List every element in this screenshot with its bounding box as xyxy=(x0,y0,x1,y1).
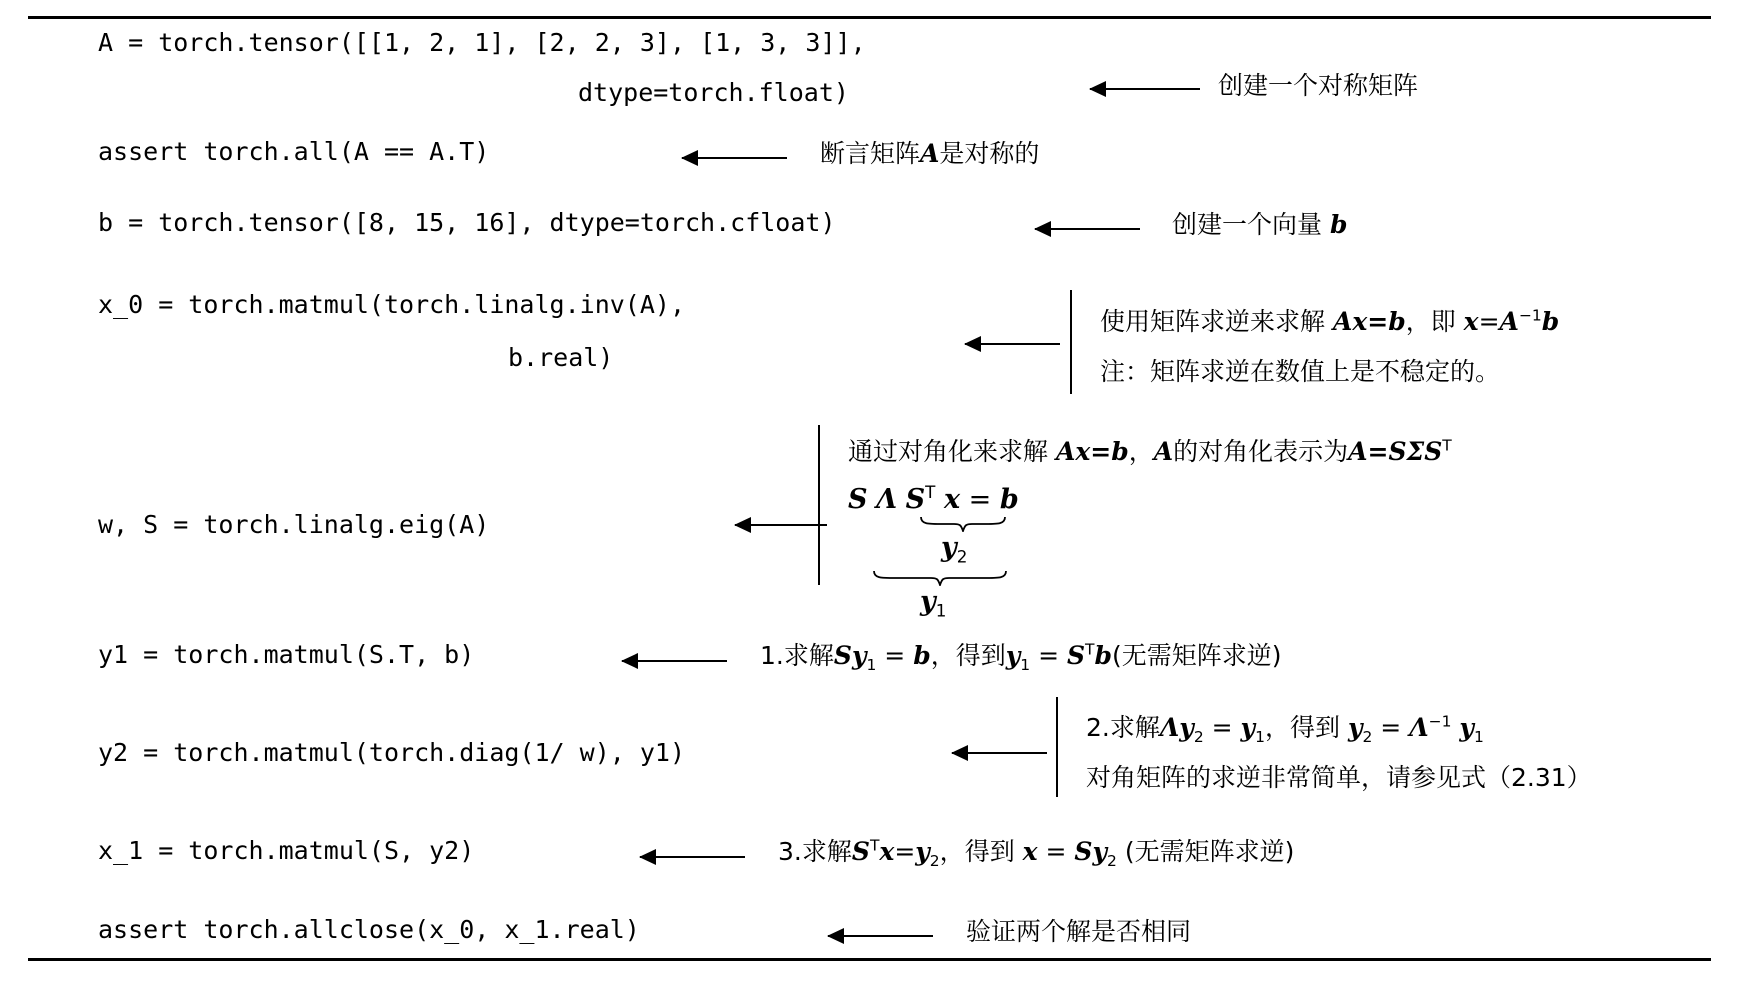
annotation-8-eq2-eq: = xyxy=(1045,837,1067,866)
annotation-8-eq2-sub: 2 xyxy=(1107,852,1117,870)
annotation-7-eq1-sub: 2 xyxy=(1193,728,1204,746)
annotation-6-comma: ， xyxy=(930,641,956,670)
annotation-2-suffix: 是对称的 xyxy=(939,139,1040,168)
annotation-4-eq2-x: x xyxy=(1463,307,1479,336)
annotation-4-prefix: 使用矩阵求逆来求解 xyxy=(1100,307,1326,336)
brace-y1-label xyxy=(920,586,946,620)
brace-y2-label xyxy=(941,532,967,566)
annotation-bracket-5 xyxy=(818,425,820,585)
annotation-4-mid: ，即 xyxy=(1405,307,1456,336)
annotation-8-eq1-T: T xyxy=(869,836,880,855)
annotation-arrow-8 xyxy=(640,856,745,858)
eq-b: b xyxy=(999,484,1019,515)
annotation-6-eq2-y: y xyxy=(1005,641,1021,670)
annotation-7-eq2-eq: = xyxy=(1380,713,1402,742)
annotation-3-prefix: 创建一个向量 xyxy=(1172,210,1323,239)
annotation-5-text: 的对角化表示为 xyxy=(1173,437,1349,466)
annotation-8-num: 3. xyxy=(778,837,802,866)
annotation-4-line-1 xyxy=(1100,302,1559,338)
annotation-arrow-2 xyxy=(682,157,787,159)
annotation-1: 创建一个对称矩阵 xyxy=(1218,71,1419,100)
annotation-5-prefix: 通过对角化来求解 xyxy=(848,437,1049,466)
annotation-bracket-7 xyxy=(1056,697,1058,797)
annotation-6-eq2-sub: 1 xyxy=(1020,656,1031,674)
eq-Lambda: Λ xyxy=(876,484,898,515)
code-line-3: assert torch.all(A == A.T) xyxy=(98,137,490,166)
annotation-6-eq2-b: b xyxy=(1094,641,1112,670)
annotation-4-eq1: Ax=b xyxy=(1332,307,1406,336)
annotation-7-eq1-y: y xyxy=(1179,713,1194,742)
brace-y1 xyxy=(873,570,1007,586)
brace-y2-var: y xyxy=(941,532,957,563)
annotation-3-var: b xyxy=(1329,210,1348,239)
annotation-6 xyxy=(760,636,1282,674)
code-line-4: b = torch.tensor([8, 15, 16], dtype=torch.cfloat) xyxy=(98,208,836,237)
annotation-8-eq1-x: x xyxy=(879,837,895,866)
eq-S-transpose-sup: T xyxy=(925,482,936,502)
annotation-7-text2: 得到 xyxy=(1289,713,1340,742)
annotation-7-eq2-sub1: 1 xyxy=(1473,728,1484,746)
brace-y1-var: y xyxy=(920,586,936,617)
annotation-4-line-2: 注：矩阵求逆在数值上是不稳定的。 xyxy=(1100,357,1501,386)
code-line-10: x_1 = torch.matmul(S, y2) xyxy=(98,836,475,865)
annotation-5-eq2: A=SΣS xyxy=(1348,437,1443,466)
annotation-arrow-9 xyxy=(828,935,933,937)
annotation-7-eq2-y1: y xyxy=(1459,713,1474,742)
annotation-8-eq2-x: x xyxy=(1022,837,1038,866)
annotation-7-eq1-L: Λ xyxy=(1159,713,1180,742)
annotation-6-eq1-b: b xyxy=(913,641,931,670)
brace-y2 xyxy=(920,516,1006,532)
top-rule xyxy=(28,16,1711,19)
annotation-bracket-4 xyxy=(1070,290,1072,394)
annotation-4-eq2-b: b xyxy=(1541,307,1560,336)
annotation-3 xyxy=(1172,205,1347,241)
annotation-7-eq2-sub: 2 xyxy=(1362,728,1373,746)
annotation-2-prefix: 断言矩阵 xyxy=(820,139,921,168)
code-line-5: x_0 = torch.matmul(torch.linalg.inv(A), xyxy=(98,290,685,319)
annotation-6-eq2-S: S xyxy=(1066,641,1086,670)
eq-S: S xyxy=(848,484,868,515)
annotation-4-eq2-eq: = xyxy=(1478,307,1500,336)
bottom-rule xyxy=(28,958,1711,961)
annotation-8-eq1-S: S xyxy=(851,837,870,866)
annotation-2-var: A xyxy=(920,139,940,168)
code-line-7: w, S = torch.linalg.eig(A) xyxy=(98,510,490,539)
annotation-7-eq2-pow: −1 xyxy=(1428,712,1452,731)
annotation-arrow-1 xyxy=(1090,88,1200,90)
annotation-6-eq2-eq: = xyxy=(1038,641,1060,670)
annotation-5-equation xyxy=(848,482,1019,515)
annotation-7-num: 2. xyxy=(1086,713,1110,742)
annotation-7-line-1 xyxy=(1086,708,1484,746)
annotation-7-line-2: 对角矩阵的求逆非常简单，请参见式（2.31） xyxy=(1086,763,1592,792)
annotation-6-eq1-sub: 1 xyxy=(866,656,877,674)
annotation-8-eq1-y: y xyxy=(915,837,930,866)
eq-x: x xyxy=(943,484,961,515)
annotation-7-eq2-y: y xyxy=(1347,713,1363,742)
annotation-7-eq1-eq: = xyxy=(1211,713,1233,742)
annotation-5-A: A xyxy=(1153,437,1174,466)
eq-S-transpose: S xyxy=(905,484,926,515)
brace-y1-sub: 1 xyxy=(935,600,947,621)
code-line-9: y2 = torch.matmul(torch.diag(1/ w), y1) xyxy=(98,738,685,767)
code-line-2: dtype=torch.float) xyxy=(578,78,849,107)
annotation-6-num: 1. xyxy=(760,641,784,670)
annotation-8-paren: (无需矩阵求逆) xyxy=(1124,837,1295,866)
annotation-6-text: 求解 xyxy=(783,641,834,670)
annotation-7-comma: ， xyxy=(1264,713,1290,742)
code-line-6: b.real) xyxy=(508,343,614,372)
annotation-8-eq2-S: S xyxy=(1074,837,1093,866)
annotation-8-eq1-eq: = xyxy=(894,837,916,866)
annotation-5-eq1: Ax=b xyxy=(1055,437,1129,466)
annotation-6-text2: 得到 xyxy=(955,641,1006,670)
annotation-arrow-7 xyxy=(952,752,1047,754)
annotation-4-eq2-A: A xyxy=(1499,307,1519,336)
annotation-arrow-3 xyxy=(1035,228,1140,230)
annotation-8-text2: 得到 xyxy=(964,837,1015,866)
annotation-5-mid: ， xyxy=(1128,437,1154,466)
annotation-8-text: 求解 xyxy=(801,837,852,866)
annotation-5-eq2-T: T xyxy=(1442,436,1452,455)
code-line-8: y1 = torch.matmul(S.T, b) xyxy=(98,640,475,669)
brace-y2-sub: 2 xyxy=(956,546,968,567)
annotation-8 xyxy=(778,832,1294,870)
annotation-7-text: 求解 xyxy=(1109,713,1160,742)
annotation-5-line-1 xyxy=(848,432,1452,468)
annotation-6-eq1-S: S xyxy=(833,641,852,670)
annotation-8-comma: ， xyxy=(939,837,965,866)
annotation-7-eq2-L: Λ xyxy=(1409,713,1429,742)
annotation-7-eq1-y1: y xyxy=(1240,713,1256,742)
annotation-arrow-6 xyxy=(622,660,727,662)
annotation-6-eq1-y: y xyxy=(851,641,867,670)
annotation-2 xyxy=(820,134,1039,170)
annotation-8-eq2-y: y xyxy=(1092,837,1108,866)
code-line-11: assert torch.allclose(x_0, x_1.real) xyxy=(98,915,640,944)
code-line-1: A = torch.tensor([[1, 2, 1], [2, 2, 3], [1, 3, 3]], xyxy=(98,28,866,57)
annotation-6-eq2-T: T xyxy=(1085,640,1095,659)
eq-equals: = xyxy=(968,484,992,515)
annotation-4-eq2-pow: −1 xyxy=(1518,306,1542,325)
annotation-6-eq1-eq: = xyxy=(884,641,906,670)
annotation-7-eq1-sub1: 1 xyxy=(1255,728,1265,746)
annotation-8-eq1-sub: 2 xyxy=(929,852,940,870)
annotation-arrow-4 xyxy=(965,343,1060,345)
annotation-9: 验证两个解是否相同 xyxy=(966,917,1192,946)
annotation-6-paren: (无需矩阵求逆) xyxy=(1112,641,1282,670)
annotation-arrow-5 xyxy=(735,524,827,526)
